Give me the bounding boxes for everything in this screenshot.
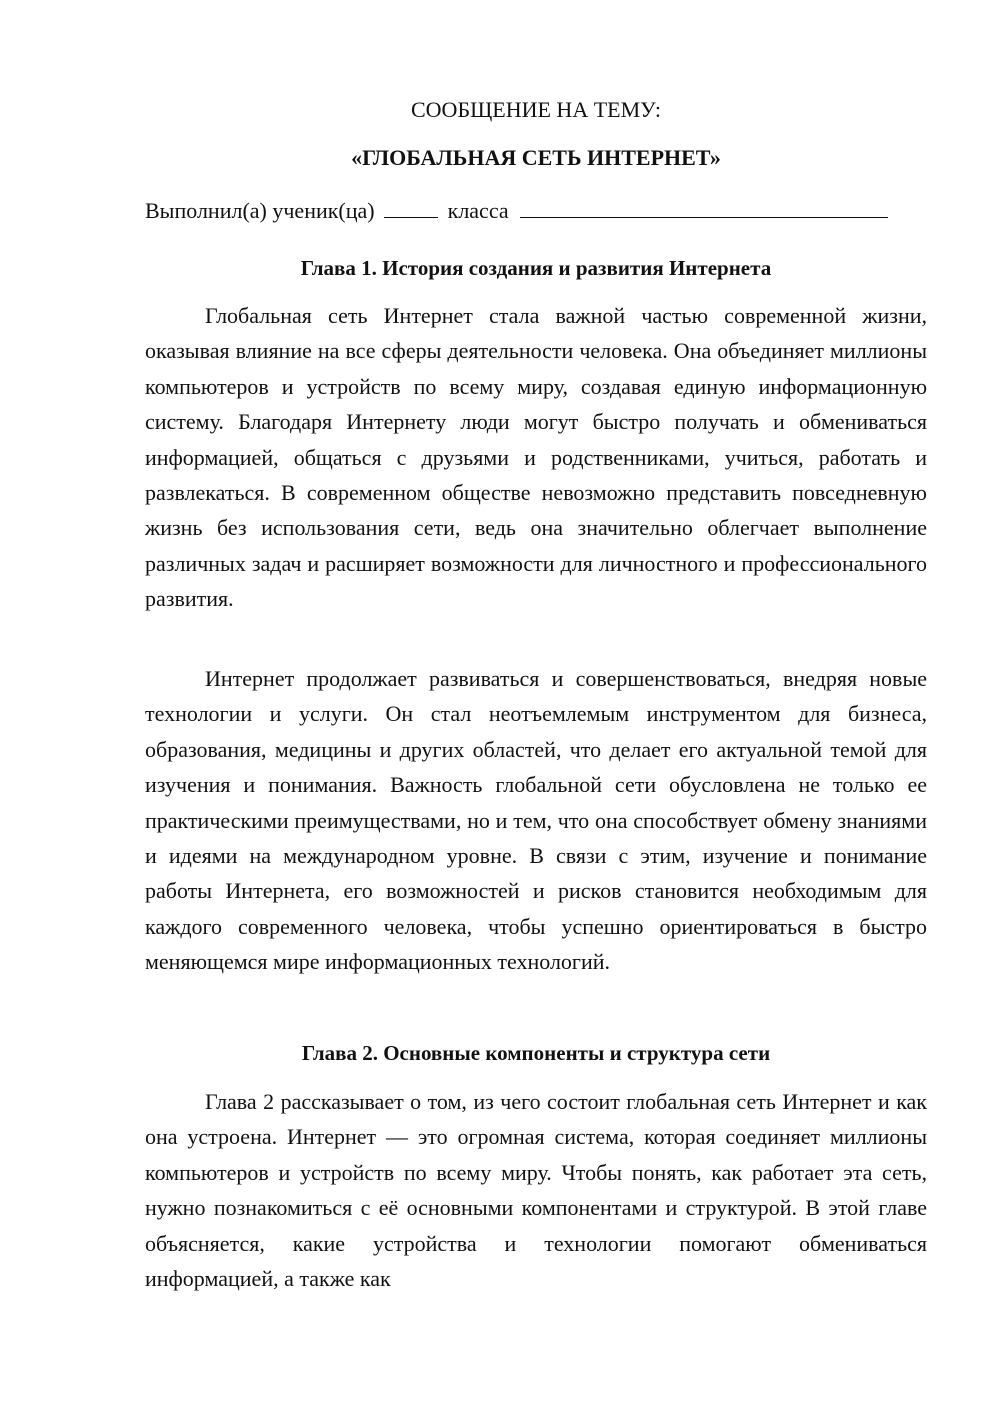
document-title-line-2: «ГЛОБАЛЬНАЯ СЕТЬ ИНТЕРНЕТ» [351,145,721,170]
class-label: класса [447,198,509,223]
chapter-1-paragraph-1: Глобальная сеть Интернет стала важной частью современной жизни, оказывая влияние на все сферы деятельности человека. Она объединяет миллионы компьютеров и устройств по всему миру, создавая единую информационную систему. Благодаря Интернету люди могут быстро получать и обмениваться информацией, общаться с друзьями и родственниками, учиться, работать и развлекаться. В современном обществе невозможно представить повседневную жизнь без использования сети, ведь она значительно облегчает выполнение различных задач и расширяет возможности для личностного и профессионального развития. [145,303,927,612]
signature-prefix: Выполнил(а) ученик(ца) [145,198,375,223]
class-number-blank [384,197,438,218]
chapter-2-heading: Глава 2. Основные компоненты и структура сети [301,1041,771,1065]
chapter-2-paragraph-1: Глава 2 рассказывает о том, из чего состоит глобальная сеть Интернет и как она устроена. Интернет — это огромная система, которая соединяет миллионы компьютеров и устройств по всему миру. Чтобы понять, как работает эта сеть, нужно познакомиться с её основными компонентами и структурой. В этой главе объясняется, какие устройства и технологии помогают обмениваться информацией, а также как [145,1089,927,1292]
name-blank [520,197,888,218]
chapter-1-paragraph-2: Интернет продолжает развиваться и совершенствоваться, внедряя новые технологии и услуги. Он стал неотъемлемым инструментом для бизнеса, образования, медицины и других областей, что делает его актуальной темой для изучения и понимания. Важность глобальной сети обусловлена не только ее практическими преимуществами, но и тем, что она способствует обмену знаниями и идеями на международном уровне. В связи с этим, изучение и понимание работы Интернета, его возможностей и рисков становится необходимым для каждого современного человека, чтобы успешно ориентироваться в быстро меняющемся мире информационных технологий. [145,666,927,975]
signature-line [145,196,927,226]
document-title-line-1: СООБЩЕНИЕ НА ТЕМУ: [411,97,661,122]
chapter-1-heading: Глава 1. История создания и развития Интернета [300,256,772,280]
